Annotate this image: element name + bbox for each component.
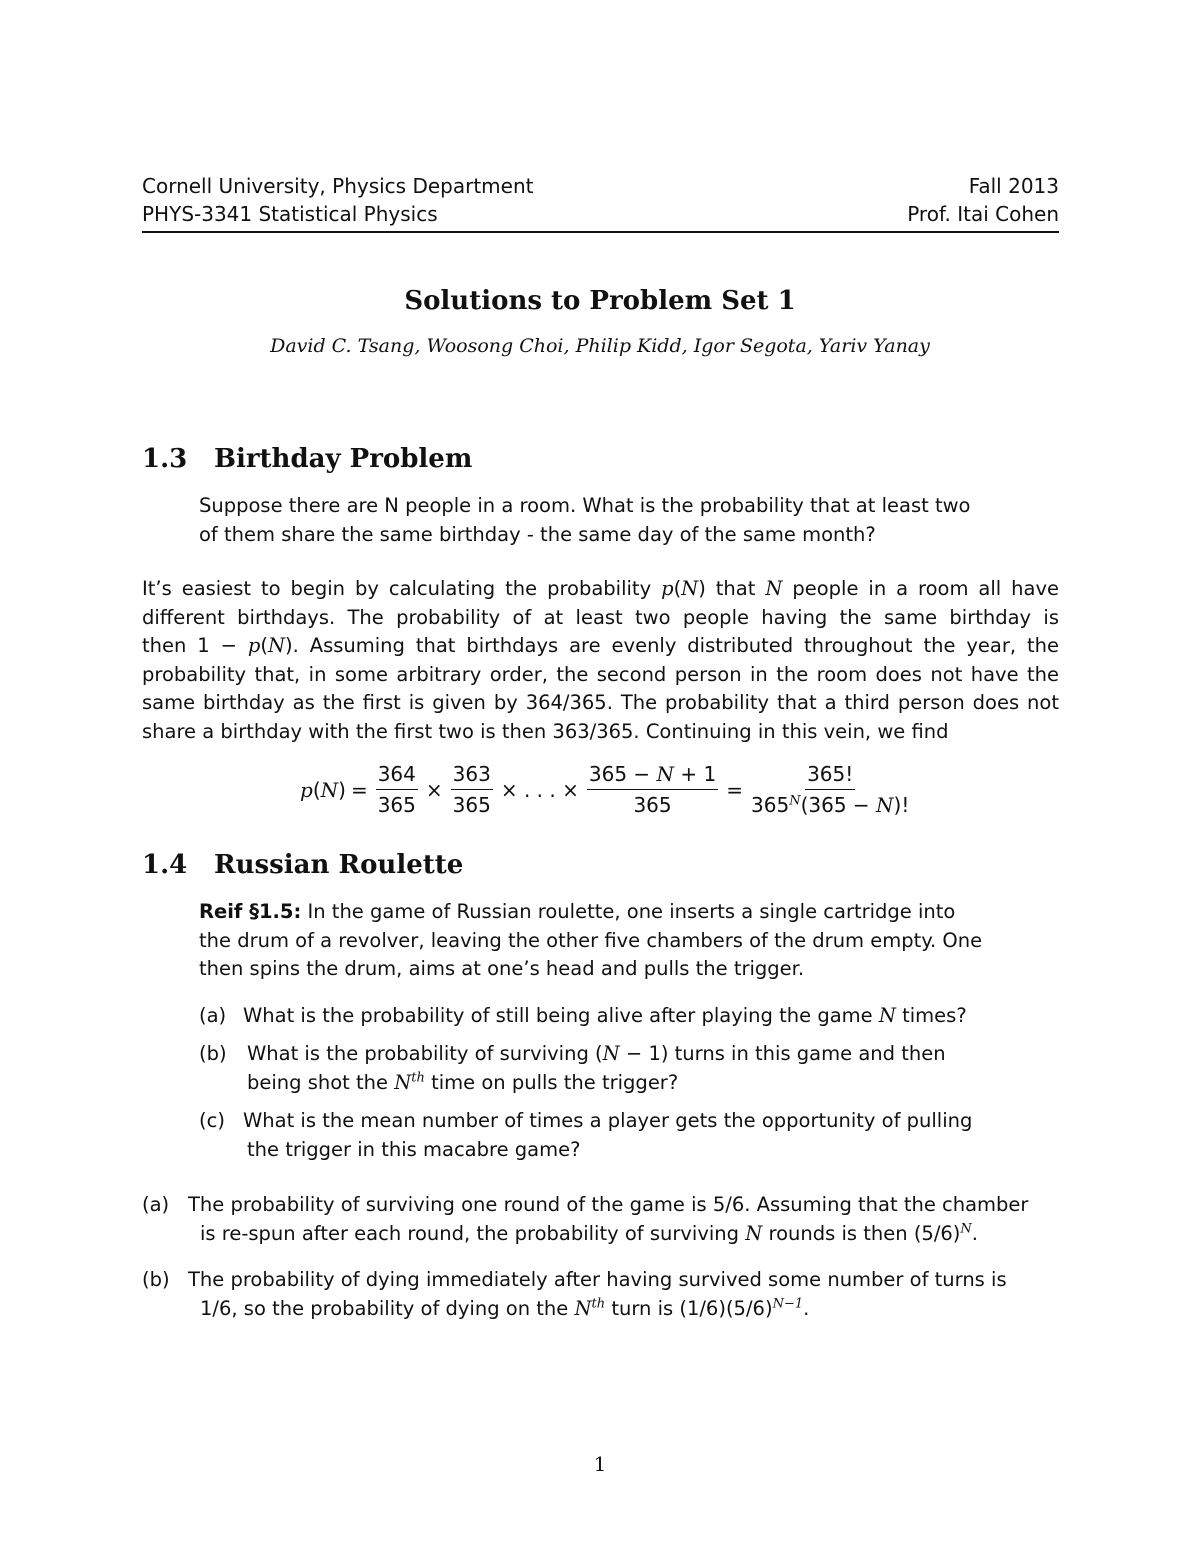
problem-line: of them share the same birthday - the same day of the same month? bbox=[199, 522, 876, 546]
reference-label: Reif §1.5: bbox=[199, 900, 302, 923]
problem-line: the drum of a revolver, leaving the other five chambers of the drum empty. One bbox=[199, 928, 983, 952]
page-number: 1 bbox=[593, 1452, 607, 1476]
problem-line: then spins the drum, aims at one’s head and pulls the trigger. bbox=[199, 957, 805, 980]
problem-statement-1-3 bbox=[199, 492, 970, 549]
solution-line: different birthdays. The probability of at least two people having the same birthday is bbox=[142, 605, 1059, 629]
solution-line: then 1 − p(N). Assuming that birthdays are evenly distributed throughout the year, the bbox=[142, 634, 1060, 657]
header-left-line1: Cornell University, Physics Department bbox=[142, 174, 534, 198]
problem-line: Suppose there are N people in a room. What is the probability that at least two bbox=[199, 494, 971, 517]
item-label: (c) bbox=[199, 1109, 225, 1132]
solution-line: share a birthday with the first two is then 363/365. Continuing in this vein, we find bbox=[142, 719, 949, 743]
header-rule bbox=[142, 231, 1059, 233]
header-right-line2: Prof. Itai Cohen bbox=[907, 202, 1059, 226]
item-label: (b) bbox=[199, 1042, 227, 1065]
birthday-equation: p ( N ) = $\frac{364}{365}$ × $\frac{363}{365}$ × . . . × $\frac{365 - N + 1}{365}$ = $\frac{365!}{365^N(365 - N)!}$ bbox=[300, 762, 910, 817]
fraction: $\frac{365!}{365^N(365 - N)!}$ bbox=[751, 762, 910, 817]
solution-line: It’s easiest to begin by calculating the probability p(N) that N people in a room all have bbox=[142, 577, 1059, 600]
fraction: $\frac{363}{365}$ bbox=[452, 762, 491, 817]
section-number: 1.3 bbox=[142, 444, 188, 474]
section-title: Birthday Problem bbox=[214, 444, 473, 474]
problem-line: Reif §1.5: In the game of Russian roulette, one inserts a single cartridge into bbox=[199, 900, 956, 923]
solution-line: same birthday as the first is given by 364/365. The probability that a third person does not bbox=[142, 691, 1059, 714]
item-label: (a) bbox=[142, 1193, 170, 1216]
section-title: Russian Roulette bbox=[214, 850, 464, 880]
authors: David C. Tsang, Woosong Choi, Philip Kidd, Igor Segota, Yariv Yanay bbox=[270, 335, 930, 357]
solution-paragraph-1-3 bbox=[142, 575, 1059, 746]
solution-line: probability that, in some arbitrary order, the second person in the room does not have the bbox=[142, 662, 1059, 686]
header-left-line2: PHYS-3341 Statistical Physics bbox=[142, 202, 438, 226]
page-title: Solutions to Problem Set 1 bbox=[404, 286, 796, 316]
fraction: $\frac{364}{365}$ bbox=[377, 762, 416, 817]
section-number: 1.4 bbox=[142, 850, 188, 880]
item-label: (a) bbox=[199, 1004, 227, 1027]
section-heading-1-4 bbox=[142, 850, 463, 880]
section-heading-1-3 bbox=[142, 444, 472, 474]
fraction: $\frac{365 - N + 1}{365}$ bbox=[588, 762, 717, 817]
problem-statement-1-4 bbox=[199, 898, 982, 984]
header-right-line1: Fall 2013 bbox=[968, 174, 1059, 198]
item-label: (b) bbox=[142, 1268, 170, 1291]
